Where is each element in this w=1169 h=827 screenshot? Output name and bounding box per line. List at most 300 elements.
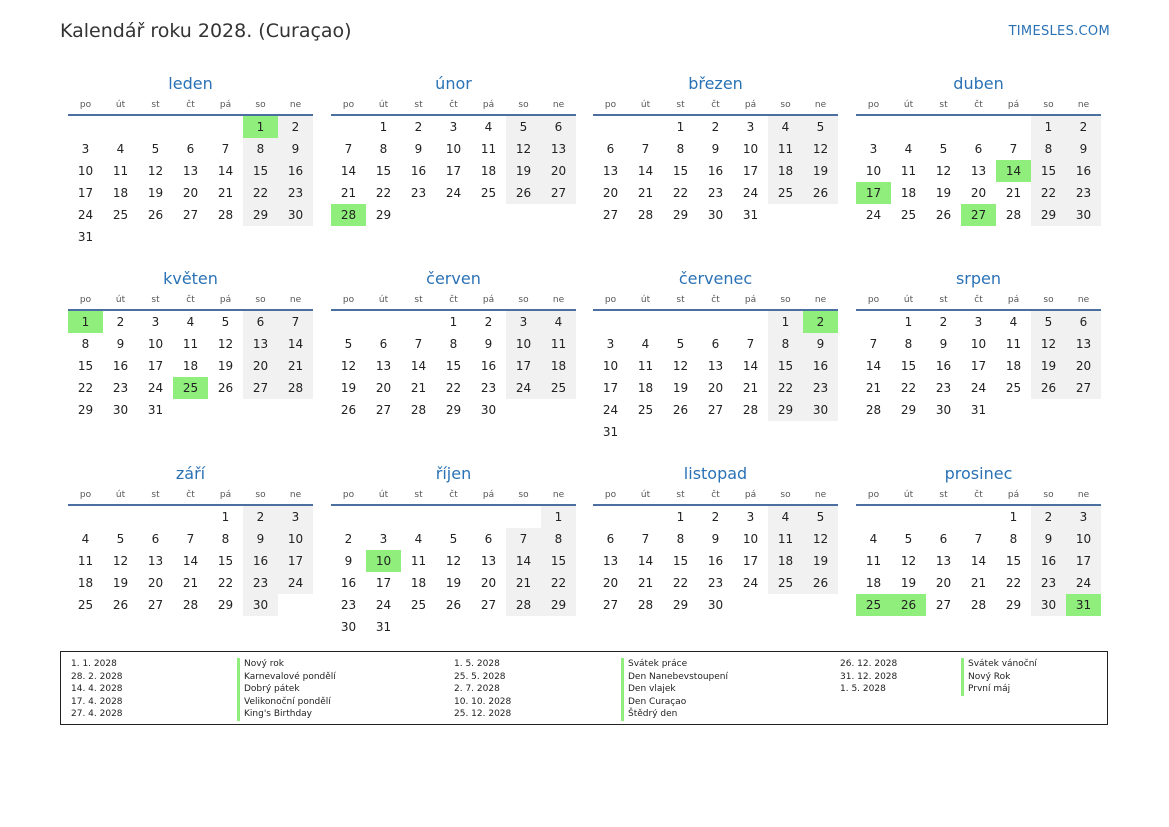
day-cell[interactable]: 29: [672, 208, 689, 222]
day-cell[interactable]: 8: [1031, 138, 1066, 160]
day-cell[interactable]: 9: [116, 337, 125, 351]
day-cell[interactable]: 15: [672, 554, 689, 568]
day-cell[interactable]: 8: [243, 138, 278, 160]
day-cell[interactable]: 21: [182, 576, 199, 590]
day-cell[interactable]: 1: [904, 315, 913, 329]
day-cell[interactable]: 17: [445, 164, 462, 178]
day-cell[interactable]: 3: [869, 142, 878, 156]
day-cell[interactable]: 22: [672, 186, 689, 200]
day-cell[interactable]: 20: [480, 576, 497, 590]
day-cell[interactable]: 24: [1066, 572, 1101, 594]
day-cell[interactable]: 8: [768, 333, 803, 355]
day-cell[interactable]: 4: [1009, 315, 1018, 329]
day-cell[interactable]: 1: [243, 116, 278, 138]
day-cell[interactable]: 31: [147, 403, 164, 417]
day-cell[interactable]: 21: [637, 186, 654, 200]
day-cell[interactable]: 7: [344, 142, 353, 156]
day-cell[interactable]: 2: [484, 315, 493, 329]
day-cell[interactable]: 22: [541, 572, 576, 594]
day-cell[interactable]: 26: [445, 598, 462, 612]
day-cell[interactable]: 29: [375, 208, 392, 222]
day-cell[interactable]: 11: [541, 333, 576, 355]
day-cell[interactable]: 3: [606, 337, 615, 351]
day-cell[interactable]: 28: [742, 403, 759, 417]
day-cell[interactable]: 19: [935, 186, 952, 200]
day-cell[interactable]: 14: [742, 359, 759, 373]
day-cell[interactable]: 5: [506, 116, 541, 138]
day-cell[interactable]: 8: [904, 337, 913, 351]
day-cell[interactable]: 8: [676, 532, 685, 546]
day-cell[interactable]: 15: [375, 164, 392, 178]
day-cell[interactable]: 28: [970, 598, 987, 612]
day-cell[interactable]: 15: [243, 160, 278, 182]
day-cell[interactable]: 21: [506, 572, 541, 594]
day-cell[interactable]: 5: [904, 532, 913, 546]
day-cell[interactable]: 14: [182, 554, 199, 568]
day-cell[interactable]: 11: [112, 164, 129, 178]
day-cell[interactable]: 20: [707, 381, 724, 395]
day-cell[interactable]: 20: [935, 576, 952, 590]
day-cell[interactable]: 16: [1066, 160, 1101, 182]
day-cell[interactable]: 26: [891, 594, 926, 616]
day-cell[interactable]: 28: [637, 598, 654, 612]
day-cell[interactable]: 3: [746, 510, 755, 524]
day-cell[interactable]: 21: [970, 576, 987, 590]
day-cell[interactable]: 25: [410, 598, 427, 612]
day-cell[interactable]: 24: [147, 381, 164, 395]
day-cell[interactable]: 30: [243, 594, 278, 616]
day-cell[interactable]: 29: [672, 598, 689, 612]
day-cell[interactable]: 13: [480, 554, 497, 568]
day-cell[interactable]: 9: [711, 142, 720, 156]
day-cell[interactable]: 13: [1066, 333, 1101, 355]
day-cell[interactable]: 4: [641, 337, 650, 351]
day-cell[interactable]: 16: [278, 160, 313, 182]
day-cell[interactable]: 25: [112, 208, 129, 222]
day-cell[interactable]: 31: [77, 230, 94, 244]
day-cell[interactable]: 23: [112, 381, 129, 395]
day-cell[interactable]: 2: [939, 315, 948, 329]
day-cell[interactable]: 19: [803, 550, 838, 572]
day-cell[interactable]: 6: [606, 532, 615, 546]
day-cell[interactable]: 15: [541, 550, 576, 572]
day-cell[interactable]: 25: [856, 594, 891, 616]
day-cell[interactable]: 3: [506, 311, 541, 333]
day-cell[interactable]: 14: [217, 164, 234, 178]
day-cell[interactable]: 14: [865, 359, 882, 373]
day-cell[interactable]: 3: [81, 142, 90, 156]
day-cell[interactable]: 28: [331, 204, 366, 226]
day-cell[interactable]: 9: [1066, 138, 1101, 160]
day-cell[interactable]: 12: [147, 164, 164, 178]
day-cell[interactable]: 2: [711, 120, 720, 134]
day-cell[interactable]: 26: [935, 208, 952, 222]
day-cell[interactable]: 3: [379, 532, 388, 546]
day-cell[interactable]: 6: [186, 142, 195, 156]
day-cell[interactable]: 19: [112, 576, 129, 590]
day-cell[interactable]: 19: [147, 186, 164, 200]
day-cell[interactable]: 12: [112, 554, 129, 568]
day-cell[interactable]: 20: [243, 355, 278, 377]
day-cell[interactable]: 16: [803, 355, 838, 377]
day-cell[interactable]: 8: [81, 337, 90, 351]
day-cell[interactable]: 9: [414, 142, 423, 156]
day-cell[interactable]: 14: [637, 164, 654, 178]
day-cell[interactable]: 27: [935, 598, 952, 612]
day-cell[interactable]: 18: [112, 186, 129, 200]
day-cell[interactable]: 12: [803, 138, 838, 160]
day-cell[interactable]: 17: [602, 381, 619, 395]
day-cell[interactable]: 21: [637, 576, 654, 590]
day-cell[interactable]: 15: [900, 359, 917, 373]
day-cell[interactable]: 6: [541, 116, 576, 138]
day-cell[interactable]: 18: [541, 355, 576, 377]
day-cell[interactable]: 18: [1005, 359, 1022, 373]
day-cell[interactable]: 11: [77, 554, 94, 568]
day-cell[interactable]: 12: [1031, 333, 1066, 355]
day-cell[interactable]: 2: [278, 116, 313, 138]
day-cell[interactable]: 24: [602, 403, 619, 417]
day-cell[interactable]: 27: [1066, 377, 1101, 399]
day-cell[interactable]: 17: [375, 576, 392, 590]
day-cell[interactable]: 31: [1066, 594, 1101, 616]
day-cell[interactable]: 23: [935, 381, 952, 395]
day-cell[interactable]: 1: [676, 510, 685, 524]
day-cell[interactable]: 18: [182, 359, 199, 373]
day-cell[interactable]: 10: [278, 528, 313, 550]
day-cell[interactable]: 16: [1031, 550, 1066, 572]
day-cell[interactable]: 27: [602, 208, 619, 222]
day-cell[interactable]: 17: [856, 182, 891, 204]
day-cell[interactable]: 19: [803, 160, 838, 182]
day-cell[interactable]: 29: [900, 403, 917, 417]
day-cell[interactable]: 12: [217, 337, 234, 351]
day-cell[interactable]: 5: [939, 142, 948, 156]
day-cell[interactable]: 5: [449, 532, 458, 546]
day-cell[interactable]: 7: [278, 311, 313, 333]
day-cell[interactable]: 16: [707, 554, 724, 568]
day-cell[interactable]: 13: [182, 164, 199, 178]
day-cell[interactable]: 17: [506, 355, 541, 377]
day-cell[interactable]: 2: [243, 506, 278, 528]
day-cell[interactable]: 21: [742, 381, 759, 395]
day-cell[interactable]: 9: [939, 337, 948, 351]
day-cell[interactable]: 11: [637, 359, 654, 373]
day-cell[interactable]: 12: [340, 359, 357, 373]
day-cell[interactable]: 16: [480, 359, 497, 373]
day-cell[interactable]: 2: [1031, 506, 1066, 528]
day-cell[interactable]: 10: [742, 142, 759, 156]
day-cell[interactable]: 13: [707, 359, 724, 373]
day-cell[interactable]: 3: [151, 315, 160, 329]
day-cell[interactable]: 25: [480, 186, 497, 200]
day-cell[interactable]: 27: [707, 403, 724, 417]
day-cell[interactable]: 14: [996, 160, 1031, 182]
day-cell[interactable]: 30: [480, 403, 497, 417]
day-cell[interactable]: 16: [935, 359, 952, 373]
day-cell[interactable]: 7: [221, 142, 230, 156]
day-cell[interactable]: 4: [81, 532, 90, 546]
day-cell[interactable]: 3: [974, 315, 983, 329]
day-cell[interactable]: 22: [217, 576, 234, 590]
day-cell[interactable]: 1: [541, 506, 576, 528]
day-cell[interactable]: 10: [865, 164, 882, 178]
day-cell[interactable]: 17: [77, 186, 94, 200]
day-cell[interactable]: 4: [541, 311, 576, 333]
day-cell[interactable]: 30: [1066, 204, 1101, 226]
day-cell[interactable]: 2: [344, 532, 353, 546]
day-cell[interactable]: 21: [1005, 186, 1022, 200]
day-cell[interactable]: 15: [672, 164, 689, 178]
day-cell[interactable]: 22: [768, 377, 803, 399]
day-cell[interactable]: 16: [243, 550, 278, 572]
day-cell[interactable]: 26: [217, 381, 234, 395]
day-cell[interactable]: 8: [449, 337, 458, 351]
day-cell[interactable]: 20: [147, 576, 164, 590]
day-cell[interactable]: 18: [480, 164, 497, 178]
day-cell[interactable]: 7: [186, 532, 195, 546]
day-cell[interactable]: 19: [217, 359, 234, 373]
day-cell[interactable]: 9: [484, 337, 493, 351]
day-cell[interactable]: 9: [243, 528, 278, 550]
day-cell[interactable]: 5: [344, 337, 353, 351]
day-cell[interactable]: 12: [803, 528, 838, 550]
day-cell[interactable]: 5: [116, 532, 125, 546]
day-cell[interactable]: 11: [768, 138, 803, 160]
day-cell[interactable]: 5: [803, 506, 838, 528]
day-cell[interactable]: 24: [445, 186, 462, 200]
day-cell[interactable]: 1: [68, 311, 103, 333]
day-cell[interactable]: 8: [221, 532, 230, 546]
day-cell[interactable]: 6: [151, 532, 160, 546]
day-cell[interactable]: 9: [344, 554, 353, 568]
brand-link[interactable]: TIMESLES.COM: [1008, 24, 1110, 39]
day-cell[interactable]: 4: [869, 532, 878, 546]
day-cell[interactable]: 12: [506, 138, 541, 160]
day-cell[interactable]: 12: [445, 554, 462, 568]
day-cell[interactable]: 25: [77, 598, 94, 612]
day-cell[interactable]: 24: [77, 208, 94, 222]
day-cell[interactable]: 23: [707, 186, 724, 200]
day-cell[interactable]: 14: [340, 164, 357, 178]
day-cell[interactable]: 8: [676, 142, 685, 156]
day-cell[interactable]: 15: [217, 554, 234, 568]
day-cell[interactable]: 4: [768, 116, 803, 138]
day-cell[interactable]: 14: [637, 554, 654, 568]
day-cell[interactable]: 24: [865, 208, 882, 222]
day-cell[interactable]: 6: [939, 532, 948, 546]
day-cell[interactable]: 30: [112, 403, 129, 417]
day-cell[interactable]: 1: [768, 311, 803, 333]
day-cell[interactable]: 23: [1031, 572, 1066, 594]
day-cell[interactable]: 4: [116, 142, 125, 156]
day-cell[interactable]: 20: [375, 381, 392, 395]
day-cell[interactable]: 21: [340, 186, 357, 200]
day-cell[interactable]: 2: [803, 311, 838, 333]
day-cell[interactable]: 19: [900, 576, 917, 590]
day-cell[interactable]: 11: [480, 142, 497, 156]
day-cell[interactable]: 10: [445, 142, 462, 156]
day-cell[interactable]: 1: [379, 120, 388, 134]
day-cell[interactable]: 30: [707, 598, 724, 612]
day-cell[interactable]: 29: [217, 598, 234, 612]
day-cell[interactable]: 31: [970, 403, 987, 417]
day-cell[interactable]: 10: [366, 550, 401, 572]
day-cell[interactable]: 11: [410, 554, 427, 568]
day-cell[interactable]: 25: [900, 208, 917, 222]
day-cell[interactable]: 26: [1031, 377, 1066, 399]
day-cell[interactable]: 10: [147, 337, 164, 351]
day-cell[interactable]: 23: [707, 576, 724, 590]
day-cell[interactable]: 9: [803, 333, 838, 355]
day-cell[interactable]: 15: [445, 359, 462, 373]
day-cell[interactable]: 25: [541, 377, 576, 399]
day-cell[interactable]: 11: [865, 554, 882, 568]
day-cell[interactable]: 6: [974, 142, 983, 156]
day-cell[interactable]: 22: [900, 381, 917, 395]
day-cell[interactable]: 3: [746, 120, 755, 134]
day-cell[interactable]: 27: [480, 598, 497, 612]
day-cell[interactable]: 23: [243, 572, 278, 594]
day-cell[interactable]: 22: [243, 182, 278, 204]
day-cell[interactable]: 26: [506, 182, 541, 204]
day-cell[interactable]: 28: [1005, 208, 1022, 222]
day-cell[interactable]: 1: [1031, 116, 1066, 138]
day-cell[interactable]: 1: [1009, 510, 1018, 524]
day-cell[interactable]: 4: [904, 142, 913, 156]
day-cell[interactable]: 7: [641, 142, 650, 156]
day-cell[interactable]: 14: [410, 359, 427, 373]
day-cell[interactable]: 18: [768, 160, 803, 182]
day-cell[interactable]: 14: [278, 333, 313, 355]
day-cell[interactable]: 4: [414, 532, 423, 546]
day-cell[interactable]: 10: [970, 337, 987, 351]
day-cell[interactable]: 8: [1009, 532, 1018, 546]
day-cell[interactable]: 7: [414, 337, 423, 351]
day-cell[interactable]: 26: [340, 403, 357, 417]
day-cell[interactable]: 26: [112, 598, 129, 612]
day-cell[interactable]: 4: [768, 506, 803, 528]
day-cell[interactable]: 18: [77, 576, 94, 590]
day-cell[interactable]: 2: [414, 120, 423, 134]
day-cell[interactable]: 23: [340, 598, 357, 612]
day-cell[interactable]: 30: [803, 399, 838, 421]
day-cell[interactable]: 14: [506, 550, 541, 572]
day-cell[interactable]: 29: [768, 399, 803, 421]
day-cell[interactable]: 30: [707, 208, 724, 222]
day-cell[interactable]: 17: [970, 359, 987, 373]
day-cell[interactable]: 26: [672, 403, 689, 417]
day-cell[interactable]: 21: [278, 355, 313, 377]
day-cell[interactable]: 13: [375, 359, 392, 373]
day-cell[interactable]: 27: [147, 598, 164, 612]
day-cell[interactable]: 12: [935, 164, 952, 178]
day-cell[interactable]: 20: [182, 186, 199, 200]
day-cell[interactable]: 15: [1031, 160, 1066, 182]
day-cell[interactable]: 28: [410, 403, 427, 417]
day-cell[interactable]: 11: [1005, 337, 1022, 351]
day-cell[interactable]: 7: [506, 528, 541, 550]
day-cell[interactable]: 24: [970, 381, 987, 395]
day-cell[interactable]: 28: [217, 208, 234, 222]
day-cell[interactable]: 26: [803, 182, 838, 204]
day-cell[interactable]: 6: [379, 337, 388, 351]
day-cell[interactable]: 6: [1066, 311, 1101, 333]
day-cell[interactable]: 30: [278, 204, 313, 226]
day-cell[interactable]: 6: [606, 142, 615, 156]
day-cell[interactable]: 25: [173, 377, 208, 399]
day-cell[interactable]: 5: [803, 116, 838, 138]
day-cell[interactable]: 6: [711, 337, 720, 351]
day-cell[interactable]: 13: [602, 164, 619, 178]
day-cell[interactable]: 24: [278, 572, 313, 594]
day-cell[interactable]: 19: [445, 576, 462, 590]
day-cell[interactable]: 20: [541, 160, 576, 182]
day-cell[interactable]: 7: [869, 337, 878, 351]
day-cell[interactable]: 3: [1066, 506, 1101, 528]
day-cell[interactable]: 25: [768, 572, 803, 594]
day-cell[interactable]: 23: [480, 381, 497, 395]
day-cell[interactable]: 28: [278, 377, 313, 399]
day-cell[interactable]: 27: [961, 204, 996, 226]
day-cell[interactable]: 11: [900, 164, 917, 178]
day-cell[interactable]: 24: [375, 598, 392, 612]
day-cell[interactable]: 17: [742, 554, 759, 568]
day-cell[interactable]: 29: [1005, 598, 1022, 612]
day-cell[interactable]: 27: [541, 182, 576, 204]
day-cell[interactable]: 29: [1031, 204, 1066, 226]
day-cell[interactable]: 13: [147, 554, 164, 568]
day-cell[interactable]: 27: [182, 208, 199, 222]
day-cell[interactable]: 14: [970, 554, 987, 568]
day-cell[interactable]: 16: [112, 359, 129, 373]
day-cell[interactable]: 16: [707, 164, 724, 178]
day-cell[interactable]: 2: [116, 315, 125, 329]
day-cell[interactable]: 15: [768, 355, 803, 377]
day-cell[interactable]: 6: [243, 311, 278, 333]
day-cell[interactable]: 17: [278, 550, 313, 572]
day-cell[interactable]: 25: [1005, 381, 1022, 395]
day-cell[interactable]: 18: [865, 576, 882, 590]
day-cell[interactable]: 20: [970, 186, 987, 200]
day-cell[interactable]: 28: [182, 598, 199, 612]
day-cell[interactable]: 5: [151, 142, 160, 156]
day-cell[interactable]: 23: [410, 186, 427, 200]
day-cell[interactable]: 21: [865, 381, 882, 395]
day-cell[interactable]: 29: [541, 594, 576, 616]
day-cell[interactable]: 26: [803, 572, 838, 594]
day-cell[interactable]: 31: [375, 620, 392, 634]
day-cell[interactable]: 17: [1066, 550, 1101, 572]
day-cell[interactable]: 13: [243, 333, 278, 355]
day-cell[interactable]: 10: [506, 333, 541, 355]
day-cell[interactable]: 21: [410, 381, 427, 395]
day-cell[interactable]: 19: [506, 160, 541, 182]
day-cell[interactable]: 23: [803, 377, 838, 399]
day-cell[interactable]: 1: [676, 120, 685, 134]
day-cell[interactable]: 22: [375, 186, 392, 200]
day-cell[interactable]: 9: [278, 138, 313, 160]
day-cell[interactable]: 13: [970, 164, 987, 178]
day-cell[interactable]: 31: [742, 208, 759, 222]
day-cell[interactable]: 19: [340, 381, 357, 395]
day-cell[interactable]: 24: [742, 576, 759, 590]
day-cell[interactable]: 20: [602, 186, 619, 200]
day-cell[interactable]: 6: [484, 532, 493, 546]
day-cell[interactable]: 9: [711, 532, 720, 546]
day-cell[interactable]: 10: [1066, 528, 1101, 550]
day-cell[interactable]: 23: [1066, 182, 1101, 204]
